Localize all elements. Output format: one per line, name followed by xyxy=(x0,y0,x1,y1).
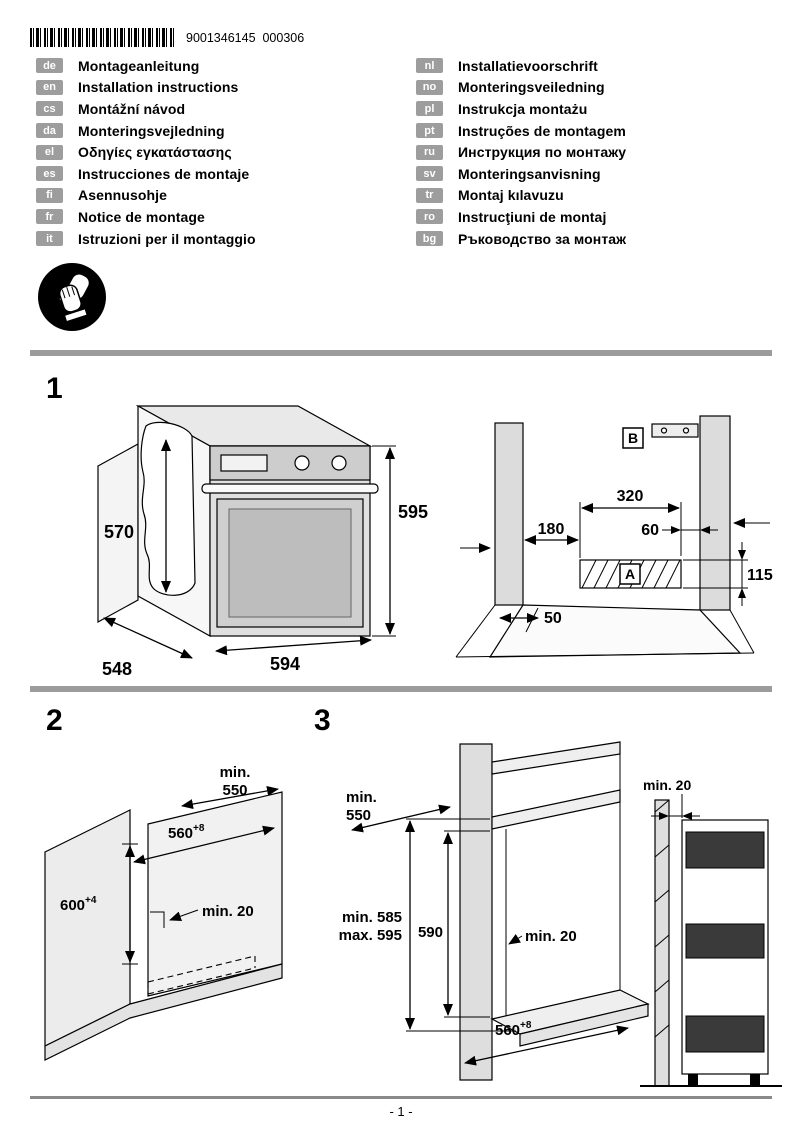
language-code-badge: de xyxy=(36,58,63,73)
language-code-badge: ro xyxy=(416,209,443,224)
barcode-bars-icon xyxy=(30,28,176,47)
language-list-right xyxy=(416,55,626,249)
dim-label-594: 594 xyxy=(270,654,301,674)
oven-handle xyxy=(202,484,378,493)
pointer-arrow xyxy=(509,936,522,944)
figure-3 xyxy=(310,732,790,1092)
language-title: Asennusohje xyxy=(78,187,168,204)
language-title: Istruzioni per il montaggio xyxy=(78,230,256,247)
language-row xyxy=(416,77,626,99)
divider xyxy=(30,686,772,692)
divider xyxy=(30,1096,772,1099)
language-code-badge: ru xyxy=(416,145,443,160)
language-code-badge: bg xyxy=(416,231,443,246)
language-title: Инструкция по монтажу xyxy=(458,144,627,161)
language-row xyxy=(36,55,256,77)
dim-label-550: 550 xyxy=(222,782,248,799)
oven-door-glass xyxy=(229,509,351,617)
language-code-badge: no xyxy=(416,80,443,95)
arrowhead xyxy=(682,812,692,820)
oven-cutaway xyxy=(141,422,195,595)
section-2-number: 2 xyxy=(46,704,63,737)
divider xyxy=(30,350,772,356)
dim-label-180: 180 xyxy=(537,521,565,538)
dim-label-595: 595 xyxy=(398,502,429,522)
side-view-drawing xyxy=(640,800,782,1086)
dim-label-570: 570 xyxy=(104,522,135,542)
language-code-badge: cs xyxy=(36,101,63,116)
language-code-badge: da xyxy=(36,123,63,138)
arrowhead xyxy=(738,588,746,598)
appliance-front xyxy=(686,924,764,958)
language-title: Installation instructions xyxy=(78,79,239,96)
language-row xyxy=(36,141,256,163)
dim-label-320: 320 xyxy=(616,488,644,505)
language-code-badge: it xyxy=(36,231,63,246)
dim-label-50: 50 xyxy=(544,610,562,627)
dim-label-max595: max. 595 xyxy=(338,927,402,944)
language-row xyxy=(416,206,626,228)
gloves-icon xyxy=(34,259,110,335)
language-code-badge: el xyxy=(36,145,63,160)
language-row xyxy=(416,228,626,250)
wall xyxy=(655,800,669,1086)
language-row xyxy=(36,228,256,250)
page-number: - 1 - xyxy=(389,1104,413,1119)
language-row xyxy=(36,120,256,142)
dim-label-550: 550 xyxy=(346,807,372,824)
language-list-left xyxy=(36,55,256,249)
language-row xyxy=(416,163,626,185)
language-title: Monteringsvejledning xyxy=(78,122,225,139)
dim-label-560: $560^{+8}$ xyxy=(168,823,205,842)
screw-icon xyxy=(662,428,667,433)
oven-display xyxy=(221,455,267,471)
dim-label-548: 548 xyxy=(102,659,133,679)
language-title: Montageanleitung xyxy=(78,57,200,74)
language-row xyxy=(36,163,256,185)
dim-arrow-594 xyxy=(216,640,371,651)
niche-top-shelf xyxy=(492,790,620,829)
dim-label-min585: min. 585 xyxy=(341,909,402,926)
language-title: Installatievoorschrift xyxy=(458,57,598,74)
language-title: Οδηγίες εγκατάστασης xyxy=(78,144,232,161)
language-title: Instrucţiuni de montaj xyxy=(458,208,607,225)
section-3-number: 3 xyxy=(314,704,331,737)
figure-1 xyxy=(40,368,780,683)
cabinet-foot xyxy=(750,1074,760,1086)
language-row xyxy=(416,185,626,207)
language-row xyxy=(416,98,626,120)
oven-knob xyxy=(332,456,346,470)
language-row xyxy=(36,98,256,120)
language-title: Monteringsveiledning xyxy=(458,79,605,96)
oven-drawing xyxy=(98,406,378,636)
barcode-text: 9001346145 000306 xyxy=(186,30,305,45)
language-code-badge: nl xyxy=(416,58,443,73)
language-code-badge: sv xyxy=(416,166,443,181)
base-cabinet-drawing xyxy=(45,792,282,1060)
dim-label-min: min. xyxy=(346,789,377,806)
dim-label-min: min. xyxy=(219,764,251,781)
dim-label-115: 115 xyxy=(747,567,773,584)
language-code-badge: fr xyxy=(36,209,63,224)
dim-label-560: $560^{+8}$ xyxy=(495,1020,532,1039)
niche-right-wall xyxy=(700,416,730,610)
dim-label-600: $600^{+4}$ xyxy=(60,895,97,914)
language-title: Montážní návod xyxy=(78,100,186,117)
label-b: B xyxy=(627,430,639,446)
appliance-front xyxy=(686,832,764,868)
arrowhead xyxy=(738,550,746,560)
language-code-badge: pt xyxy=(416,123,443,138)
cabinet-back-panel xyxy=(460,744,492,1080)
appliance-front xyxy=(686,1016,764,1052)
language-row xyxy=(36,185,256,207)
niche-drawing xyxy=(456,416,754,657)
dim-label-rear-gap: min. 20 xyxy=(525,928,577,945)
language-row xyxy=(416,141,626,163)
language-code-badge: pl xyxy=(416,101,443,116)
barcode xyxy=(30,28,304,47)
oven-knob xyxy=(295,456,309,470)
language-title: Monteringsanvisning xyxy=(458,165,601,182)
language-row xyxy=(36,206,256,228)
language-row xyxy=(416,120,626,142)
dim-label-590: 590 xyxy=(417,924,443,941)
section-1-number: 1 xyxy=(46,372,63,405)
dim-label-60: 60 xyxy=(641,522,659,539)
niche-floor xyxy=(490,605,740,657)
language-code-badge: fi xyxy=(36,188,63,203)
language-title: Ръководство за монтаж xyxy=(458,230,627,247)
language-title: Montaj kılavuzu xyxy=(458,187,564,204)
niche-left-wall xyxy=(495,423,523,605)
figure-2 xyxy=(30,732,330,1092)
language-title: Instrucciones de montaje xyxy=(78,165,250,182)
mounting-bracket xyxy=(652,424,698,437)
language-code-badge: en xyxy=(36,80,63,95)
cabinet-foot xyxy=(688,1074,698,1086)
language-title: Notice de montage xyxy=(78,208,205,225)
label-a: A xyxy=(624,566,636,582)
language-title: Instruções de montagem xyxy=(458,122,626,139)
language-row xyxy=(36,77,256,99)
language-title: Instrukcja montażu xyxy=(458,100,588,117)
arrowhead xyxy=(671,526,681,534)
language-row xyxy=(416,55,626,77)
cabinet-top-shelf xyxy=(492,742,620,774)
dim-arrow-548 xyxy=(104,618,192,658)
screw-icon xyxy=(684,428,689,433)
dim-label-side-gap: min. 20 xyxy=(643,777,692,793)
cabinet-right-panel xyxy=(148,792,282,996)
dim-label-rear-gap: min. 20 xyxy=(202,903,254,920)
language-code-badge: es xyxy=(36,166,63,181)
language-code-badge: tr xyxy=(416,188,443,203)
